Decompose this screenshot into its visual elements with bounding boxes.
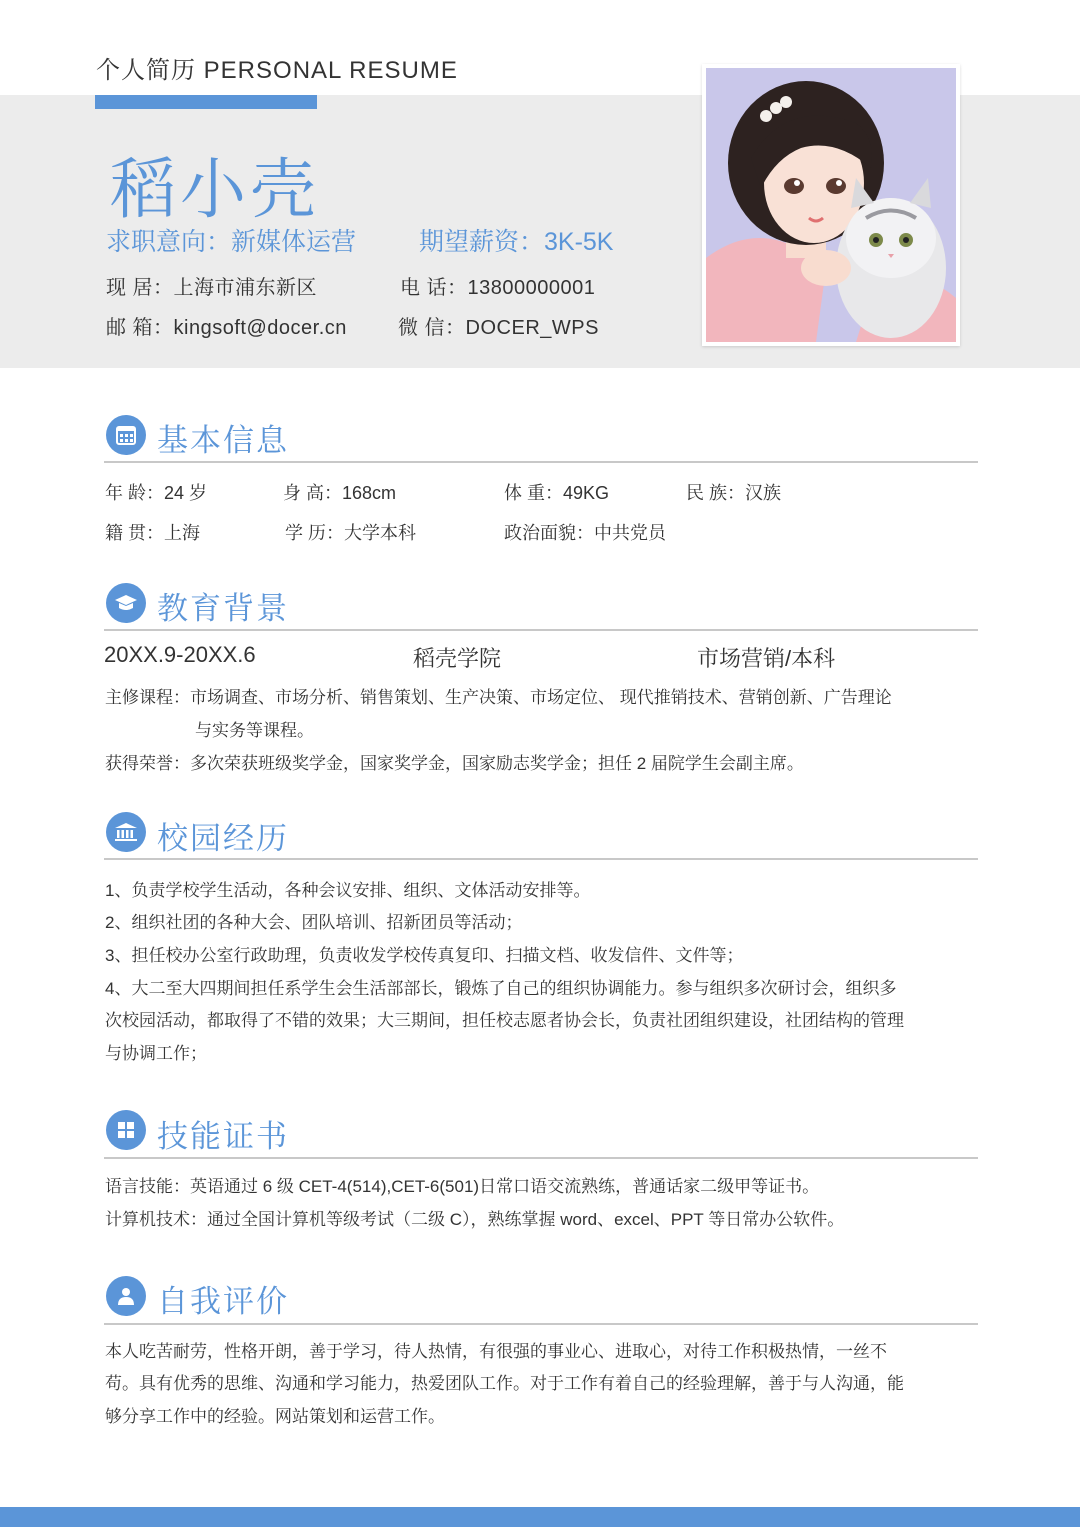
- computer-skill: 计算机技术：通过全国计算机等级考试（二级 C），熟练掌握 word、excel、PPT 等日常办公软件。: [105, 1210, 845, 1229]
- residence: 现 居：上海市浦东新区: [106, 277, 318, 299]
- campus-item: 3、担任校办公室行政助理，负责收发学校传真复印、扫描文档、收发信件、文件等；: [105, 946, 744, 965]
- accent-bar: [95, 95, 317, 109]
- age: 年 龄：24 岁: [105, 483, 208, 503]
- major: 市场营销/本科: [697, 646, 836, 671]
- courses: 主修课程：市场调查、市场分析、销售策划、生产决策、市场定位、 现代推销技术、营销创新、广告理论: [105, 688, 892, 707]
- email: 邮 箱：kingsoft@docer.cn: [106, 317, 347, 339]
- avatar-illustration: [706, 68, 956, 342]
- windows-icon: [106, 1110, 146, 1150]
- section-title-campus: 校园经历: [157, 821, 289, 856]
- doc-title: 个人简历 PERSONAL RESUME: [96, 57, 458, 84]
- section-divider: [104, 629, 978, 631]
- height: 身 高：168cm: [283, 483, 397, 503]
- weight: 体 重：49KG: [504, 483, 610, 503]
- education-level: 学 历：大学本科: [285, 523, 417, 543]
- section-title-skills: 技能证书: [157, 1119, 289, 1154]
- section-divider: [104, 1157, 978, 1159]
- section-title-self-eval: 自我评价: [157, 1284, 289, 1319]
- education-period: 20XX.9-20XX.6: [104, 642, 256, 667]
- courses-continued: 与实务等课程。: [195, 721, 314, 740]
- expected-salary: 期望薪资：3K-5K: [419, 228, 614, 256]
- wechat: 微 信：DOCER_WPS: [398, 317, 599, 339]
- school-name: 稻壳学院: [413, 646, 502, 671]
- campus-item: 与协调工作；: [105, 1044, 207, 1063]
- honors: 获得荣誉：多次荣获班级奖学金，国家奖学金，国家励志奖学金；担任 2 届院学生会副主席。: [105, 754, 804, 773]
- campus-item: 4、大二至大四期间担任系学生会生活部部长，锻炼了自己的组织协调能力。参与组织多次研讨会，组织多: [105, 979, 897, 998]
- job-intent: 求职意向：新媒体运营: [106, 228, 357, 256]
- person-icon: [106, 1276, 146, 1316]
- self-eval-line: 够分享工作中的经验。网站策划和运营工作。: [105, 1407, 445, 1426]
- calendar-icon: [106, 415, 146, 455]
- language-skill: 语言技能：英语通过 6 级 CET-4(514),CET-6(501)日常口语交流熟练，普通话家二级甲等证书。: [105, 1177, 820, 1196]
- graduation-cap-icon: [106, 583, 146, 623]
- profile-photo: [702, 64, 960, 346]
- footer-bar: [0, 1507, 1080, 1527]
- self-eval-line: 本人吃苦耐劳，性格开朗，善于学习，待人热情，有很强的事业心、进取心，对待工作积极热情，一丝不: [105, 1342, 887, 1361]
- candidate-name: 稻小壳: [110, 152, 320, 226]
- section-title-education: 教育背景: [157, 591, 289, 626]
- campus-item: 2、组织社团的各种大会、团队培训、招新团员等活动；: [105, 913, 523, 932]
- section-divider: [104, 858, 978, 860]
- political-status: 政治面貌：中共党员: [504, 523, 666, 543]
- self-eval-line: 苟。具有优秀的思维、沟通和学习能力，热爱团队工作。对于工作有着自己的经验理解，善于与人沟通，能: [105, 1374, 904, 1393]
- building-icon: [106, 812, 146, 852]
- campus-item: 1、负责学校学生活动，各种会议安排、组织、文体活动安排等。: [105, 881, 591, 900]
- section-divider: [104, 461, 978, 463]
- campus-item: 次校园活动，都取得了不错的效果；大三期间，担任校志愿者协会长，负责社团组织建设，社团结构的管理: [105, 1011, 904, 1030]
- hometown: 籍 贯：上海: [105, 523, 201, 543]
- ethnicity: 民 族：汉族: [686, 483, 782, 503]
- phone: 电 话：13800000001: [400, 277, 596, 299]
- section-divider: [104, 1323, 978, 1325]
- section-title-basic-info: 基本信息: [157, 423, 289, 458]
